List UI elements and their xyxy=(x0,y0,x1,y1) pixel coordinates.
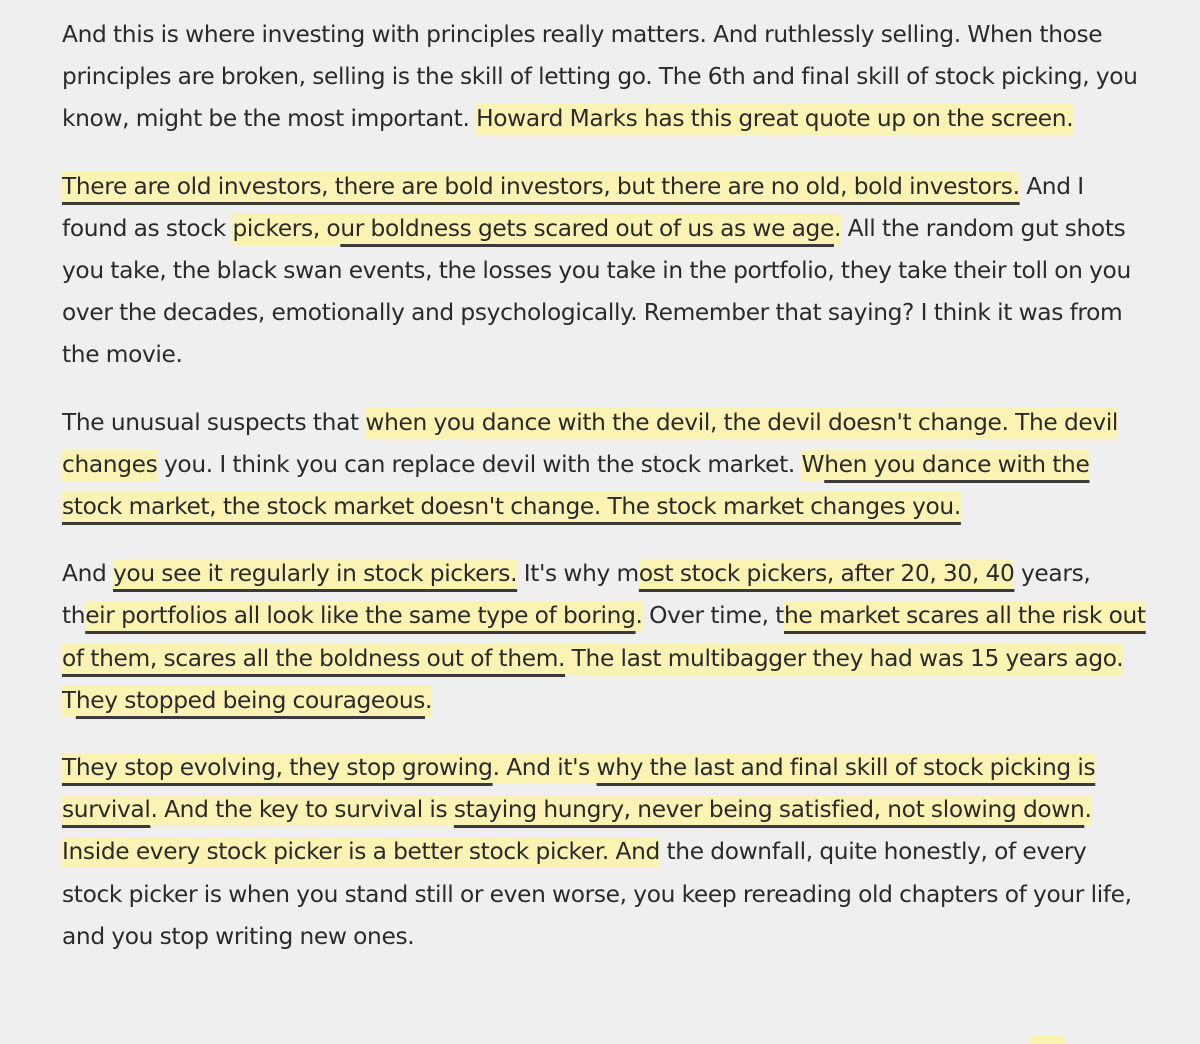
paragraph-1 xyxy=(62,14,1148,141)
highlighted-text: Howard Marks has this great quote up on the screen. xyxy=(476,104,1073,135)
highlighted-underlined-text: They stop evolving, they stop growing xyxy=(62,753,493,784)
highlighted-underlined-text: There are old investors, there are bold investors, but there are no old, bold investors. xyxy=(62,172,1020,203)
text-segment: Over time, t xyxy=(642,602,784,630)
highlighted-text: . xyxy=(834,214,841,245)
paragraph-5 xyxy=(62,747,1148,958)
highlighted-underlined-text: staying hungry, never being satisfied, not slowing down xyxy=(454,795,1085,826)
text-segment: It's why m xyxy=(517,560,639,588)
text-segment: And xyxy=(62,560,113,588)
text-segment: years, th xyxy=(62,560,1091,630)
text-segment: And this is where investing with principles really matters. And ruthlessly selling. When those principles are broken, selling is the skill of letting go. The 6th and final skill of stock picking, you know, might be the most important. xyxy=(62,21,1138,133)
highlighted-underlined-text: why the last and final skill of stock picking is survival xyxy=(62,753,1095,826)
text-segment: the downfall, quite honestly, of every stock picker is when you stand still or even worse, you keep rereading old chapters of your life, and you stop writing new ones. xyxy=(62,838,1132,950)
highlighted-text: . xyxy=(636,601,643,632)
text-segment: All the random gut shots you take, the black swan events, the losses you take in the portfolio, they take their toll on you over the decades, emotionally and psychologically. Remember that saying? I think it was from the movie. xyxy=(62,214,1131,369)
highlighted-text: when you dance with the devil, the devil doesn't change. The devil changes xyxy=(62,408,1118,481)
highlighted-underlined-text: eir portfolios all look like the same type of boring xyxy=(85,601,635,632)
paragraph-2 xyxy=(62,166,1148,377)
highlighted-text: pickers, o xyxy=(232,214,340,245)
highlighted-text: . And it's xyxy=(493,753,597,784)
paragraph-3 xyxy=(62,402,1148,529)
highlighted-text: . xyxy=(425,686,432,717)
highlighted-text: W xyxy=(802,450,825,481)
highlighted-underlined-text: you see it regularly in stock pickers. xyxy=(113,559,517,590)
text-segment: The unusual suspects that xyxy=(62,408,366,436)
paragraph-4 xyxy=(62,553,1148,722)
text-segment: you. I think you can replace devil with the stock market. xyxy=(157,450,802,478)
highlighted-underlined-text: hey stopped being courageous xyxy=(76,686,425,717)
highlighted-underlined-text: ost stock pickers, after 20, 30, 40 xyxy=(639,559,1015,590)
highlighted-underlined-text: he market scares all the risk out of them, scares all the boldness out of them. xyxy=(62,601,1146,674)
text-segment: And I found as stock xyxy=(62,172,1084,242)
highlighted-text: The last multibagger they had was 15 years ago. T xyxy=(62,644,1123,717)
highlighted-text: . Inside every stock picker is a better stock picker. And xyxy=(62,795,1092,868)
highlight-fragment xyxy=(1030,1036,1066,1044)
highlighted-underlined-text: hen you dance with the stock market, the stock market doesn't change. The stock market changes you. xyxy=(62,450,1089,523)
highlighted-underlined-text: ur boldness gets scared out of us as we age xyxy=(340,214,834,245)
highlighted-text: . And the key to survival is xyxy=(150,795,453,826)
